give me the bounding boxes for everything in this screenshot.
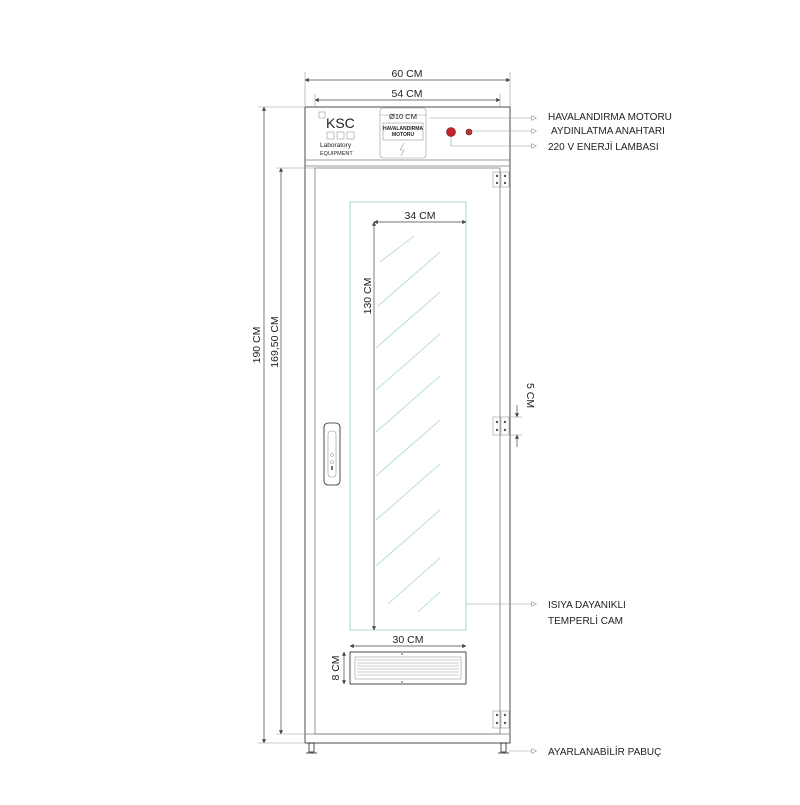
glass-panel [350,202,466,630]
inner-width-label: 54 CM [391,88,423,100]
callout-glass-text-1: ISIYA DAYANIKLI [548,600,626,611]
logo-brand: KSC [326,115,355,131]
foot-right [501,743,506,752]
hinge-spacing-label: 5 CM [524,383,536,409]
callout-power-lamp [451,137,659,153]
dimension-glass-height [362,222,374,630]
callout-fan-motor [430,112,672,123]
glass-width-label: 34 CM [404,210,436,222]
door-height-label: 169,50 CM [269,316,281,368]
logo-line2: EQUIPMENT [320,151,353,157]
logo-line1: Laboratory [320,142,352,149]
adjustable-feet [306,743,509,753]
dimension-glass-width [374,210,466,222]
dimension-total-height [251,107,305,743]
callout-fan-motor-text: HAVALANDIRMA MOTORU [548,112,672,123]
vent-width-label: 30 CM [392,634,424,646]
callout-light-switch-text: AYDINLATMA ANAHTARI [551,126,665,137]
dimension-door-height [269,168,315,734]
brand-logo [319,112,355,157]
power-lamp [447,128,456,137]
light-switch[interactable] [466,129,472,135]
callout-glass [466,600,626,627]
door-outline [315,168,500,734]
dimension-inner-width [315,88,500,107]
door-handle[interactable] [324,423,340,485]
callout-power-lamp-text: 220 V ENERJİ LAMBASI [548,142,659,153]
fan-diameter-label: Ø10 CM [389,112,417,121]
callout-feet [509,745,661,758]
dimension-hinge-spacing [511,383,536,447]
vent-grille [350,652,466,684]
lightning-icon [400,143,404,156]
callout-glass-text-2: TEMPERLİ CAM [548,616,624,627]
fan-motor-unit [380,108,426,158]
hinge-top [493,172,509,187]
foot-left [309,743,314,752]
vent-height-label: 8 CM [330,655,342,681]
lock-icon [331,454,334,457]
dimension-vent-height [330,652,344,684]
hinge-middle [493,417,509,435]
total-width-label: 60 CM [391,68,423,80]
logo-mark-icon [319,112,325,118]
dimension-vent-width [350,634,466,646]
glass-height-label: 130 CM [362,277,374,315]
hinge-bottom [493,711,509,728]
callout-light-switch [472,126,665,137]
fan-label-line2: MOTORU [391,132,415,138]
fan-label-line1: HAVALANDIRMA [382,126,424,132]
total-height-label: 190 CM [251,326,263,364]
callout-feet-text: AYARLANABİLİR PABUÇ [548,747,662,758]
